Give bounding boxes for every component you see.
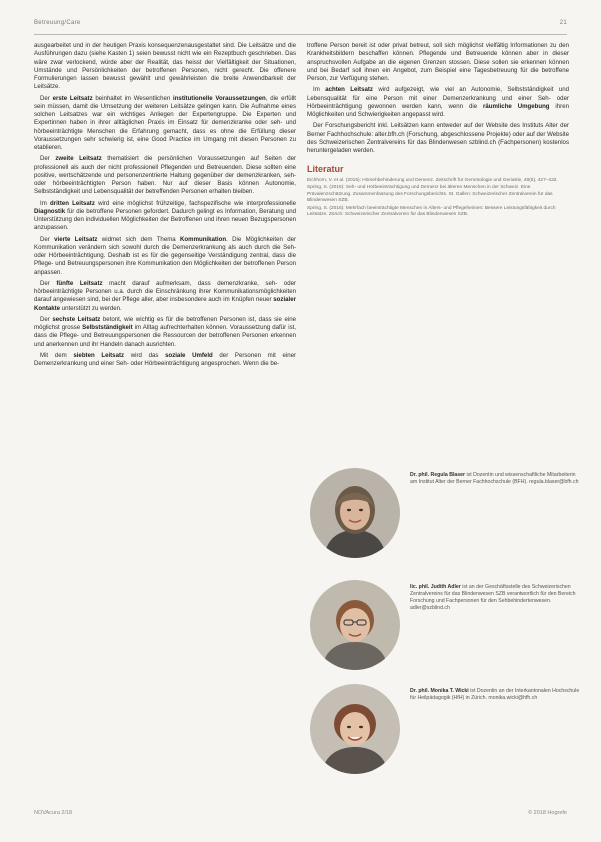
author-photo [310,580,400,670]
author-bio-text [410,584,580,612]
author-description: ist an der Geschäftsstelle des Schweizerischen Zentralvereins für das Blindenwesen SZB verantwortlich für den Bereich Forschung und Fachpersonen für den Sehbehindertenwesen. adler@szblind.ch [410,584,576,611]
paragraph-leitsatz-4: Der vierte Leitsatz widmet sich dem Thema Kommunikation. Die Möglichkeiten der Kommunikation verändern sich sowohl durch die Demenzerkrankung als auch durch die Seh- oder Hörbeeinträchtigung. Deshalb ist es für die gegenseitige Verständigung zentral, dass die Pflege- und Betreuungspersonen ihre Kommunikation den Möglichkeiten der betroffenen Person anpassen. [34,235,297,276]
reference-item: Eichhorn, V. et al. (2015): Hörsehbehinderung und Demenz. Zeitschrift für Gerontologie und Geriatrie, 48(5), 427–432. [307,177,558,183]
author-name: lic. phil. Judith Adler [410,584,461,590]
author-name: Dr. phil. Monika T. Wicki [410,688,469,694]
paragraph-leitsatz-8: Im achten Leitsatz wird aufgezeigt, wie viel an Autonomie, Selbstständigkeit und Lebensqualität für eine Person mit einer Demenzerkrankung und einer Seh- oder Hörbeeinträchtigung gewonnen werden kann, wenn die räumliche Umgebung ihren Möglichkeiten und Schwierigkeiten angepasst wird. [307,86,569,118]
literature-heading: Literatur [307,164,344,175]
author-description: ist Dozentin und wissenschaftliche Mitarbeiterin am Institut Alter der Berner Fachhochschule (BFH). regula.blaser@bfh.ch [410,472,579,485]
paragraph-leitsatz-3: Im dritten Leitsatz wird eine möglichst frühzeitige, fachspezifische wie interprofessionelle Diagnostik für die betroffene Personen gefordert. Dadurch gelingt es Information, Beratung und Unterstützung den individuellen Möglichkeiten der Betroffenen und ihren neuen Bezugspersonen anzupassen. [34,199,296,232]
paragraph-leitsatz-7: Mit dem siebten Leitsatz wird das soziale Umfeld der Personen mit einer Demenzerkrankung und einer Seh- oder Hörbeeinträchtigung angesprochen. Wenn die be- [34,351,297,367]
right-column [307,42,569,220]
reference-item: Spring, S. (2015): Seh- und Hörbeeinträchtigung und Demenz bei älteren Menschen in der Schweiz. Eine Prävalenzschätzung. Zusammenfassung des Forschungsberichts. St. Gallen: Schweizerischer Zentralverein für das Blindenwesen SZB. [307,185,553,204]
author-photo [310,684,400,774]
section-label: Betreuung/Care [34,20,81,26]
reference-list [307,178,569,220]
paragraph-leitsatz-2: Der zweite Leitsatz thematisiert die persönlichen Voraussetzungen auf Seiten der professionell als auch der nicht professionell Pflegenden und Betreuenden. Diese sollten eine positive, wertschätzende und personenzentrierte Haltung gegenüber der demenzkranken, seh- oder hörbeeinträchtigten Person haben. Nur auf dieser Basis können Autonomie, Selbstständigkeit und Lebensqualität der betreffenden Personen erhalten bleiben. [34,155,297,196]
paragraph: troffene Person bereit ist oder privat betreut, soll sich möglichst vielfältig Informationen zu den Krankheitsbildern beschaffen können. Pflegende und Betreuende können aber in dieser anspruchsvollen Aufgabe an die eigenen Grenzen stossen. Diese sollen sie erkennen können und bei Bedarf soll ihnen ein Angebot, zum Beispiel eine Tagesbetreuung für die betroffene Person, zur Verfügung stehen. [307,42,569,82]
paragraph-download: Der Forschungsbericht inkl. Leitsätzen kann entweder auf der Website des Instituts Alter der Berner Fachhochschule: alter.bfh.ch (Forschung, abgeschlossene Projekte) oder auf der Website des Schweizerischen Zentralvereins für das Blindenwesen szblind.ch (Fachpersonen) kostenlos heruntergeladen werden. [307,122,569,154]
author-description: ist Dozentin an der Interkantonalen Hochschule für Heilpädagogik (HfH) in Zürich. monika.wicki@hfh.ch [410,688,580,701]
page-number: 21 [559,20,567,26]
author-photo [310,468,400,558]
paragraph-leitsatz-5: Der fünfte Leitsatz macht darauf aufmerksam, dass demenzkranke, seh- oder hörbeeinträchtigte Personen u.a. durch die Einschränkung ihrer Kommunikationsmöglichkeiten darauf angewiesen sind, bei der Pflege aller, aber insbesondere auch im Knüpfen neuer sozialer Kontakte unterstützt zu werden. [34,279,297,312]
paragraph: ausgearbeitet und in der heutigen Praxis konsequenzenausgestaltet sind. Die Leitsätze und die Ausführungen dazu (siehe Kasten 1) seien bewusst nicht wie ein Rezeptbuch geschrieben. Das wäre zwar verlockend, würde aber der Realität, das heisst der Vielfältigkeit der Situationen, Umstände und Persönlichkeiten der betroffenen Personen, nicht gerecht. Die offenere Formulierungen lassen bewusst gewählt und gewährleisten die breite Anwendbarkeit der Leitsätze. [34,42,296,91]
copyright: © 2018 Hogrefe [528,810,567,816]
left-column [34,42,296,371]
paragraph-leitsatz-1: Der erste Leitsatz beinhaltet im Wesentlichen institutionelle Voraussetzungen, die erfüllt sein müssen, damit die Umsetzung der weiteren Leitsätze gelingen kann. Die Aufnahme eines solchen Leitsatzes war ein wichtiges Anliegen der Expertengruppe. Die Experten und Expertinnen haben in ihrer alltäglichen Praxis im Einsatz für demenzkranke oder seh- und hörbeeinträchtigte Menschen die Erfahrung gemacht, dass es ohne die Erfüllung dieser Voraussetzungen sehr schwierig ist, eine Good Practice im Umgang mit diesen Personen zu etablieren. [34,94,296,151]
paragraph-leitsatz-6: Der sechste Leitsatz betont, wie wichtig es für die betroffenen Personen ist, dass sie eine möglichst grosse Selbstständigkeit im Alltag aufrechterhalten können. Voraussetzung dafür ist, dass die Pflege- und Betreuungspersonen die Ressourcen der betroffenen Personen erkennen und anerkennen und ihr Handeln danach ausrichten. [34,315,297,348]
author-bio [310,468,579,564]
reference-item: Spring, S. (2016): Mehrfach beeinträchtigte Menschen in Alters- und Pflegeheimen: Bessere Leistungsfähigkeit durch Leitsätze. Zürich: Schweizerischer Zentralverein für das Blindenwesen SZB. [307,205,556,218]
author-name: Dr. phil. Regula Blaser [410,472,466,478]
journal-issue: NOVAcura 2/18 [34,810,73,816]
author-bio-text [410,472,580,486]
author-bio [310,684,580,780]
page-footer [34,810,567,816]
author-bio-text [410,688,580,702]
author-bio [310,580,576,676]
running-head [34,20,567,35]
